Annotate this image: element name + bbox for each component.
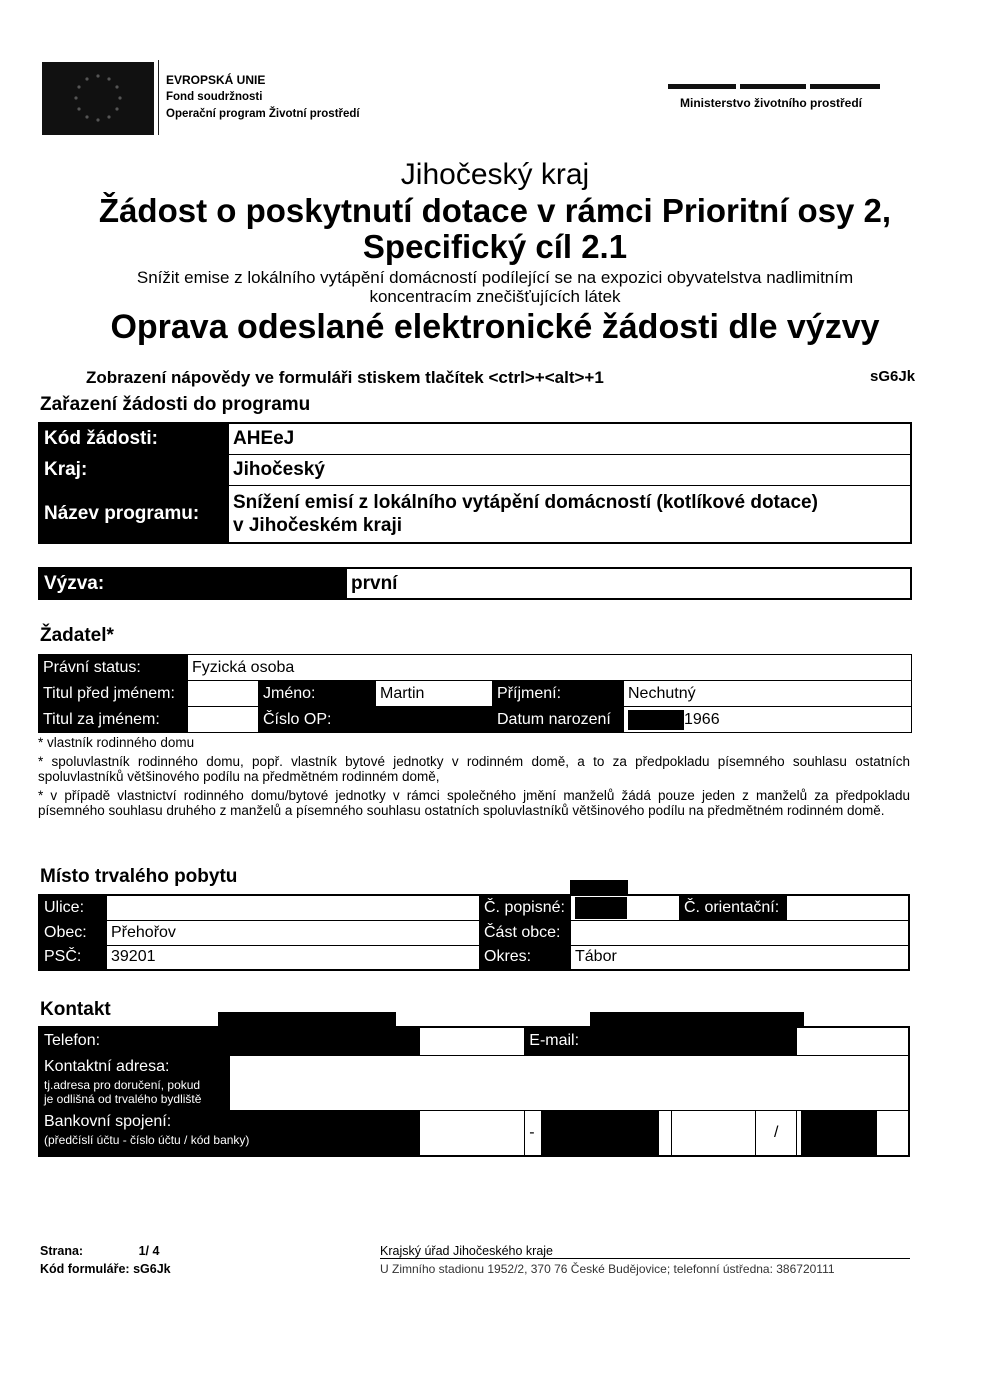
bank-code[interactable]	[797, 1110, 909, 1156]
town-value[interactable]: Přehořov	[107, 920, 480, 945]
orient-no-label: Č. orientační:	[680, 895, 787, 920]
form-code-top: sG6Jk	[870, 368, 916, 385]
correction-title: Oprava odeslané elektronické žádosti dle výzvy	[110, 308, 880, 346]
form-code-value: sG6Jk	[133, 1262, 171, 1276]
bank-code-redacted	[801, 1111, 877, 1155]
eu-stars-icon	[72, 72, 124, 124]
main-title-line2: Specifický cíl 2.1	[362, 228, 628, 265]
note-co-owner: * spoluvlastník rodinného domu, popř. vlastník bytové jednotky v rodinném domě, a to za předpokladu písemného souhlasu ostatních spoluvlastníků většinového podílu na předmětném rodinném domě,	[38, 754, 910, 784]
help-hint: Zobrazení nápovědy ve formuláři stiskem tlačítek <ctrl>+<alt>+1	[86, 368, 604, 387]
first-name-label: Jméno:	[259, 681, 376, 707]
bank-slash: /	[773, 1123, 779, 1141]
subtitle-line1: Snížit emise z lokálního vytápění domácností podílející se na expozici obyvatelstva nadlimitním	[136, 268, 854, 287]
id-label: Číslo OP:	[259, 707, 376, 733]
house-no-value[interactable]	[571, 895, 680, 920]
part-label: Část obce:	[480, 920, 571, 945]
bank-hint: (předčíslí účtu - číslo účtu / kód banky)	[44, 1132, 250, 1147]
bank-label: Bankovní spojení:	[44, 1112, 172, 1130]
eu-flag	[42, 62, 154, 135]
phone-value-redacted[interactable]	[230, 1027, 420, 1055]
residence-table	[38, 894, 910, 971]
eu-line: EVROPSKÁ UNIE	[166, 73, 266, 87]
ministry-name: Ministerstvo životního prostředí	[680, 96, 863, 110]
program-name-line1: Snížení emisí z lokálního vytápění domácností (kotlíkové dotace)	[233, 491, 818, 513]
bank-account-cell[interactable]	[525, 1110, 672, 1156]
eu-line: Operační program Životní prostředí	[166, 108, 360, 120]
surname-label: Příjmení:	[493, 681, 624, 707]
subtitle	[70, 268, 920, 306]
region-value[interactable]: Jihočeský	[229, 454, 912, 485]
bank-account-redacted	[541, 1111, 659, 1155]
applicant-table	[38, 654, 912, 733]
program-name-value[interactable]	[229, 485, 912, 543]
footer-form-code	[40, 1262, 171, 1276]
region-title: Jihočeský kraj	[400, 158, 590, 191]
title-after-label: Titul za jménem:	[39, 707, 188, 733]
address-value[interactable]	[230, 1055, 909, 1110]
birth-label: Datum narození	[493, 707, 624, 733]
bank-account-rest[interactable]	[672, 1110, 756, 1156]
bank-slash-cell	[756, 1110, 797, 1156]
applicant-notes	[38, 735, 910, 818]
redaction-bar	[218, 1012, 396, 1026]
address-hint-line1: tj.adresa pro doručení, pokud	[44, 1077, 201, 1092]
zip-value[interactable]: 39201	[107, 945, 480, 970]
id-value-redacted[interactable]	[376, 707, 493, 733]
code-label: Kód žádosti:	[39, 423, 229, 454]
page-label: Strana:	[40, 1244, 84, 1258]
first-name-value[interactable]: Martin	[376, 681, 493, 707]
bank-dash: -	[529, 1123, 535, 1141]
house-no-redacted	[575, 897, 627, 919]
ministry-logo-bars	[668, 84, 880, 89]
email-extra[interactable]	[797, 1027, 909, 1055]
house-no-label: Č. popisné:	[480, 895, 571, 920]
page-value: 1/ 4	[138, 1244, 160, 1258]
program-name-line2: v Jihočeském kraji	[233, 514, 402, 536]
residence-section-title: Místo trvalého pobytu	[40, 866, 238, 887]
region-label: Kraj:	[39, 454, 229, 485]
main-title-line1: Žádost o poskytnutí dotace v rámci Prioritní osy 2,	[98, 192, 892, 229]
redaction-bar	[570, 880, 628, 894]
eu-program-text	[166, 72, 360, 123]
note-owner: * vlastník rodinného domu	[38, 735, 195, 750]
title-before-value[interactable]	[188, 681, 259, 707]
town-label: Obec:	[39, 920, 107, 945]
call-value[interactable]: první	[347, 568, 912, 599]
part-value[interactable]	[571, 920, 910, 945]
address-label-cell	[39, 1055, 230, 1110]
contact-table	[38, 1026, 910, 1157]
footer-page	[40, 1244, 159, 1258]
title-before-label: Titul před jménem:	[39, 681, 188, 707]
phone-label: Telefon:	[39, 1027, 230, 1055]
legal-status-label: Právní status:	[39, 655, 188, 681]
birth-value[interactable]	[624, 707, 912, 733]
footer-office: Krajský úřad Jihočeského kraje	[380, 1244, 910, 1259]
program-name-label: Název programu:	[39, 485, 229, 543]
contact-section-title: Kontakt	[40, 999, 111, 1020]
birth-year: 1966	[684, 710, 720, 728]
surname-value[interactable]: Nechutný	[624, 681, 912, 707]
zip-label: PSČ:	[39, 945, 107, 970]
note-spouses: * v případě vlastnictví rodinného domu/bytové jednotky v rámci společného jmění manželů žádá pouze jeden z manželů za předpokladu písemného souhlasu druhého z manželů a písemného souhlasu ostatních spoluvlastníků většinového podílu na předmětném rodinném domě.	[38, 788, 910, 818]
call-label: Výzva:	[39, 568, 347, 599]
code-value[interactable]: AHEeJ	[229, 423, 912, 454]
title-after-value[interactable]	[188, 707, 259, 733]
district-label: Okres:	[480, 945, 571, 970]
header-divider	[158, 60, 159, 135]
email-label: E-mail:	[525, 1027, 672, 1055]
address-label: Kontaktní adresa:	[44, 1057, 170, 1075]
applicant-section-title: Žadatel*	[40, 625, 114, 646]
bank-label-cell	[39, 1110, 420, 1156]
street-label: Ulice:	[39, 895, 107, 920]
footer-address: U Zimního stadionu 1952/2, 370 76 České Budějovice; telefonní ústředna: 386720111	[380, 1262, 835, 1276]
program-section-title: Zařazení žádosti do programu	[40, 394, 311, 415]
redaction-bar	[590, 1012, 804, 1026]
bank-prefix[interactable]	[420, 1110, 525, 1156]
street-value[interactable]	[107, 895, 480, 920]
program-table	[38, 422, 912, 544]
subtitle-line2: koncentracím znečišťujících látek	[369, 287, 621, 306]
district-value[interactable]: Tábor	[571, 945, 910, 970]
birth-redacted	[628, 710, 684, 730]
call-table	[38, 567, 912, 600]
phone-extra[interactable]	[420, 1027, 525, 1055]
legal-status-value[interactable]: Fyzická osoba	[188, 655, 912, 681]
email-value-redacted[interactable]	[672, 1027, 797, 1055]
orient-no-value[interactable]	[787, 895, 910, 920]
address-hint-line2: je odlišná od trvalého bydliště	[44, 1091, 202, 1106]
eu-line: Fond soudržnosti	[166, 91, 263, 103]
form-code-label: Kód formuláře:	[40, 1262, 130, 1276]
